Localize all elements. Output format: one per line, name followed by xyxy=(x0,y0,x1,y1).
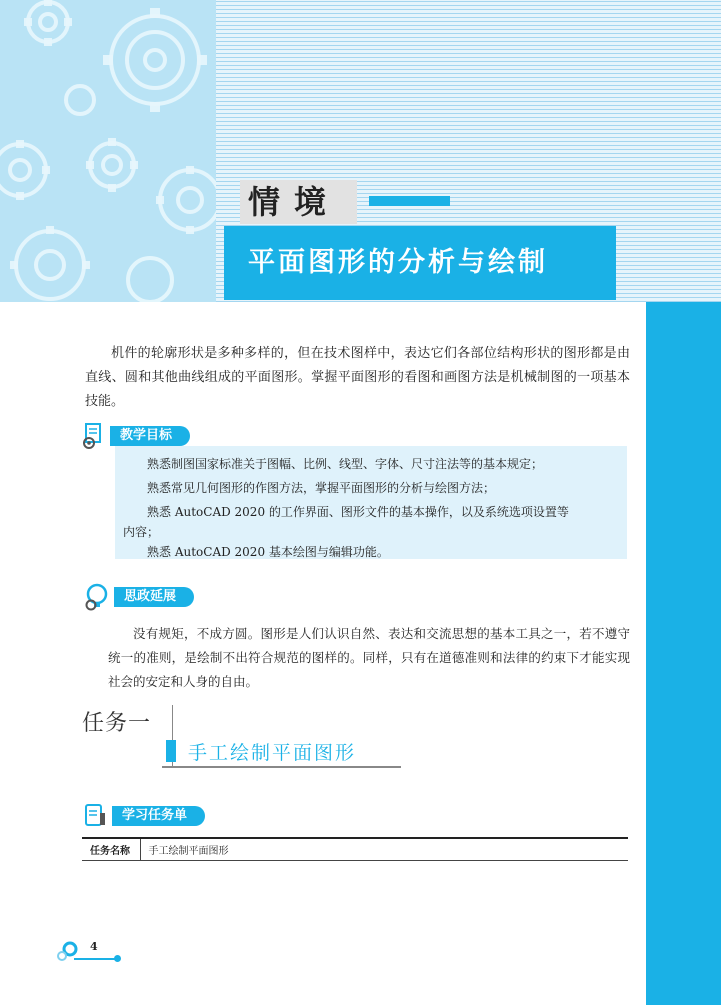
ideology-title: 思政延展 xyxy=(114,587,194,607)
page-number-line xyxy=(74,958,118,960)
gears-icon xyxy=(0,0,216,302)
task-label: 任务一 xyxy=(82,711,152,736)
goal-item: 熟悉制图国家标准关于图幅、比例、线型、字体、尺寸注法等的基本规定； xyxy=(147,457,544,471)
goal-item: 熟悉 AutoCAD 2020 基本绘图与编辑功能。 xyxy=(147,545,389,559)
lightbulb-gear-icon xyxy=(84,582,114,612)
task-sheet-title: 学习任务单 xyxy=(112,806,205,826)
task-title: 手工绘制平面图形 xyxy=(188,742,357,764)
task-underline xyxy=(162,766,401,768)
chapter-title: 平面图形的分析与绘制 xyxy=(224,226,616,300)
table-row xyxy=(82,838,628,860)
goal-item: 内容； xyxy=(123,525,160,539)
clipboard-icon xyxy=(82,801,112,831)
teaching-goals-box xyxy=(115,446,627,559)
book-gear-icon xyxy=(80,421,110,451)
side-tab-bar xyxy=(646,302,721,1005)
page-number-dot xyxy=(114,955,121,962)
task-name-value: 手工绘制平面图形 xyxy=(148,845,229,857)
page-number: 4 xyxy=(90,940,98,953)
goal-item: 熟悉 AutoCAD 2020 的工作界面、图形文件的基本操作，以及系统选项设置等 xyxy=(147,505,569,519)
gear-decoration xyxy=(0,0,216,302)
task-accent-bar xyxy=(166,740,176,762)
task-name-key: 任务名称 xyxy=(82,838,140,860)
chapter-tag-line xyxy=(369,196,450,206)
chapter-header xyxy=(0,0,721,302)
goal-item: 熟悉常见几何图形的作图方法，掌握平面图形的分析与绘图方法； xyxy=(147,481,496,495)
chapter-tag: 情境 xyxy=(240,180,357,224)
ideology-paragraph: 没有规矩，不成方圆。图形是人们认识自然、表达和交流思想的基本工具之一，若不遵守统一的准则，是绘制不出符合规范的图样的。同样，只有在道德准则和法律的约束下才能实现社会的安定和人身的自由。 xyxy=(108,626,630,689)
teaching-goals-title: 教学目标 xyxy=(110,426,190,446)
intro-paragraph: 机件的轮廓形状是多种多样的，但在技术图样中，表达它们各部位结构形状的图形都是由直线、圆和其他曲线组成的平面图形。掌握平面图形的看图和画图方法是机械制图的一项基本技能。 xyxy=(85,346,630,409)
task-sheet-table xyxy=(82,837,628,861)
